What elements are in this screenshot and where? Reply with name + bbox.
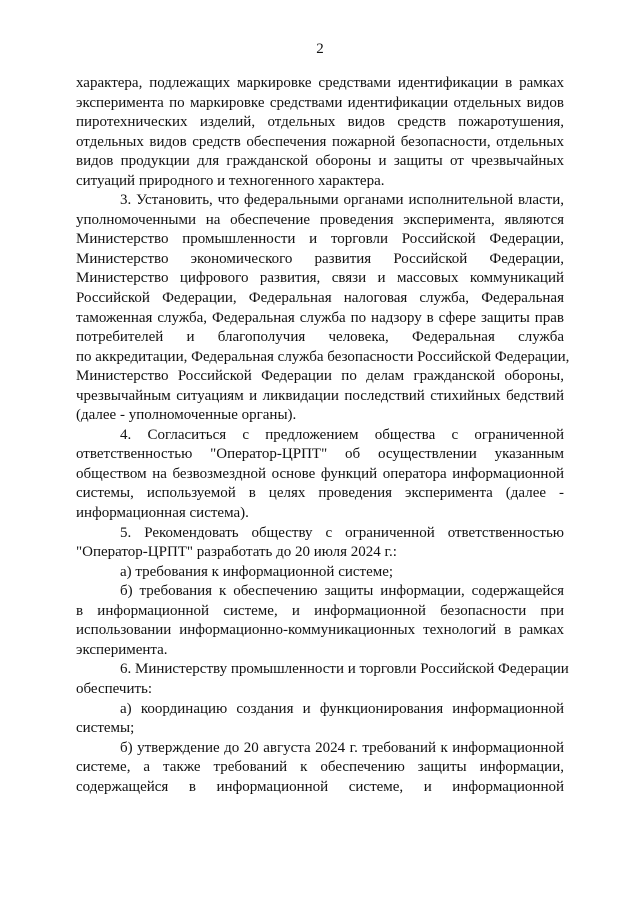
text-line: по аккредитации, Федеральная служба безопасности Российской Федерации, [76,348,570,365]
text-line: "Оператор-ЦРПТ" разработать до 20 июля 2024 г.: [76,544,397,561]
text-line: 4. Согласиться с предложением общества с ограниченной [120,426,564,443]
text-line: а) требования к информационной системе; [120,563,394,580]
text-line: б) утверждение до 20 августа 2024 г. требований к информационной [120,739,564,756]
text-line: отдельных видов средств обеспечения пожарной безопасности, отдельных [76,133,564,150]
document-body [76,74,570,797]
text-line: Российской Федерации, Федеральная налоговая служба, Федеральная [76,290,564,307]
text-line: информационная система). [76,505,249,522]
text-line: а) координацию создания и функционирования информационной [120,700,564,717]
text-line: б) требования к обеспечению защиты информации, содержащейся [120,583,564,600]
text-line: видов продукции для гражданской обороны и защиты от чрезвычайных [76,153,564,170]
page-number: 2 [316,41,324,57]
text-line: ответственностью "Оператор-ЦРПТ" об осуществлении указанным [76,446,564,463]
text-line: содержащейся в информационной системе, и информационной [76,778,564,795]
text-line: таможенная служба, Федеральная служба по надзору в сфере защиты прав [76,309,564,326]
text-line: характера, подлежащих маркировке средствами идентификации в рамках [76,75,564,91]
text-line: 5. Рекомендовать обществу с ограниченной ответственностью [120,524,564,541]
text-line: Министерство экономического развития Российской Федерации, [76,250,564,267]
text-line: Министерство Российской Федерации по делам гражданской обороны, [76,368,564,385]
text-line: 3. Установить, что федеральными органами исполнительной власти, [120,192,564,209]
text-line: системе, а также требований к обеспечению защиты информации, [76,759,564,776]
text-line: (далее - уполномоченные органы). [76,407,297,424]
text-line: эксперимента. [76,641,168,658]
text-line: обществом на безвозмездной основе функций оператора информационной [76,465,564,482]
text-line: использовании информационно-коммуникационных технологий в рамках [76,622,564,639]
text-line: системы, используемой в целях проведения эксперимента (далее - [76,485,564,502]
text-line: эксперимента по маркировке средствами идентификации отдельных видов [76,94,564,111]
text-line: 6. Министерству промышленности и торговли Российской Федерации [120,661,569,678]
text-line: ситуаций природного и техногенного характера. [76,172,385,189]
text-line: чрезвычайным ситуациям и ликвидации последствий стихийных бедствий [76,387,564,404]
text-line: Министерство цифрового развития, связи и массовых коммуникаций [76,270,564,287]
text-line: системы; [76,720,135,737]
text-line: уполномоченными на обеспечение проведения эксперимента, являются [76,211,564,228]
text-line: потребителей и благополучия человека, Федеральная служба [76,329,564,346]
text-line: в информационной системе, и информационной безопасности при [76,602,564,619]
text-line: Министерство промышленности и торговли Российской Федерации, [76,231,564,248]
text-line: пиротехнических изделий, отдельных видов средств пожаротушения, [76,114,564,131]
text-line: обеспечить: [76,680,153,697]
